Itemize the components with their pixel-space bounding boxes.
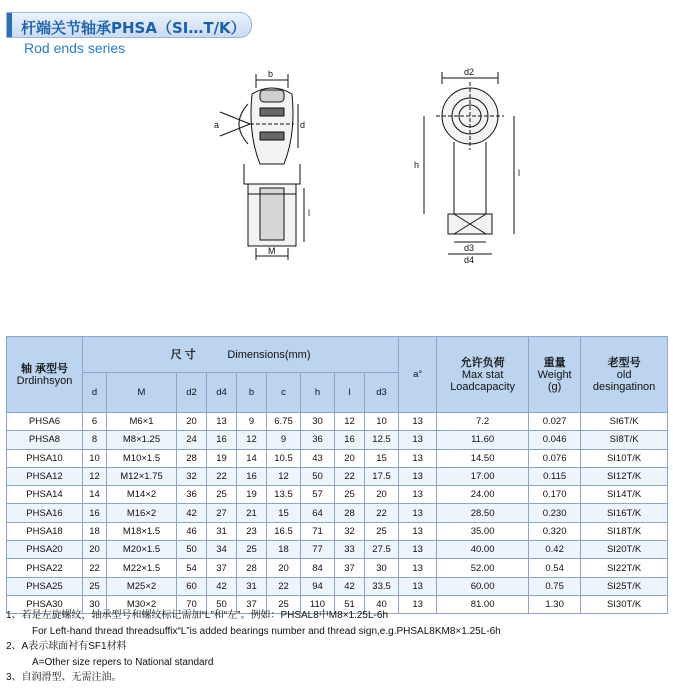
table-cell: 57 [301, 486, 335, 504]
table-cell: 13 [399, 467, 437, 485]
table-cell: 77 [301, 541, 335, 559]
table-row [7, 577, 668, 595]
table-cell: SI12T/K [581, 467, 668, 485]
table-row [7, 467, 668, 485]
table-cell: 25 [267, 595, 301, 613]
table-cell: 13 [399, 559, 437, 577]
header-dim-en: Dimensions(mm) [227, 348, 311, 361]
header-dimensions [83, 337, 399, 373]
table-cell: 34 [207, 541, 237, 559]
table-cell: 30 [83, 595, 107, 613]
table-cell: 0.42 [529, 541, 581, 559]
table-cell: 13 [399, 486, 437, 504]
table-cell: M25×2 [107, 577, 177, 595]
note-3: 3、自润滑型、无需注油。 [6, 672, 122, 683]
table-cell: 20 [83, 541, 107, 559]
table-cell: 16 [335, 431, 365, 449]
table-cell: M22×1.5 [107, 559, 177, 577]
table-cell: 24.00 [437, 486, 529, 504]
header-old-en1: old [616, 368, 632, 381]
table-cell: SI6T/K [581, 413, 668, 431]
table-cell: 16 [237, 467, 267, 485]
table-cell: M20×1.5 [107, 541, 177, 559]
table-cell: 0.320 [529, 522, 581, 540]
note-2: 2、A表示球面衬有SF1材料 [6, 641, 127, 652]
table-cell: PHSA14 [7, 486, 83, 504]
table-cell: 13 [399, 577, 437, 595]
table-cell: 28 [177, 449, 207, 467]
table-cell: 20 [267, 559, 301, 577]
table-cell: 16 [83, 504, 107, 522]
table-cell: 36 [301, 431, 335, 449]
table-cell: 12 [237, 431, 267, 449]
table-cell: 25 [237, 541, 267, 559]
table-cell: 14.50 [437, 449, 529, 467]
table-cell: 14 [237, 449, 267, 467]
table-cell: 35.00 [437, 522, 529, 540]
page-title: 杆端关节轴承PHSA（SI…T/K） [21, 19, 246, 37]
header-weight-en2: (g) [547, 380, 562, 393]
header-model-en: Drdinhsyon [16, 374, 73, 387]
header-weight [529, 337, 581, 413]
table-cell: 54 [177, 559, 207, 577]
table-cell: PHSA16 [7, 504, 83, 522]
table-cell: 84 [301, 559, 335, 577]
table-cell: 13 [399, 595, 437, 613]
table-cell: 33.5 [365, 577, 399, 595]
label-d2: d2 [464, 67, 475, 77]
table-cell: 42 [177, 504, 207, 522]
header-weight-cn: 重量 [543, 356, 566, 369]
table-cell: 16.5 [267, 522, 301, 540]
subheader-0: d [83, 373, 107, 413]
table-cell: 22 [207, 467, 237, 485]
drawing-front-view [410, 64, 530, 264]
table-body [7, 413, 668, 614]
table-cell: 46 [177, 522, 207, 540]
table-cell: 0.54 [529, 559, 581, 577]
subheader-4: b [237, 373, 267, 413]
table-cell: 51 [335, 595, 365, 613]
label-h: h [414, 160, 420, 170]
table-cell: 31 [237, 577, 267, 595]
header-load-cn: 允许负荷 [460, 356, 505, 369]
table-cell: 16 [207, 431, 237, 449]
table-cell: 12 [267, 467, 301, 485]
table-cell: 30 [301, 413, 335, 431]
table-row [7, 449, 668, 467]
table-cell: 50 [301, 467, 335, 485]
table-cell: 13 [399, 504, 437, 522]
table-cell: 64 [301, 504, 335, 522]
table-cell: 25 [83, 577, 107, 595]
table-cell: 13 [399, 413, 437, 431]
label-d4: d4 [464, 255, 475, 264]
table-cell: 7.2 [437, 413, 529, 431]
table-cell: PHSA25 [7, 577, 83, 595]
table-cell: 15 [365, 449, 399, 467]
table-cell: PHSA10 [7, 449, 83, 467]
table-cell: SI20T/K [581, 541, 668, 559]
label-a: a [214, 120, 220, 130]
table-cell: 81.00 [437, 595, 529, 613]
note-1: 1、若是左旋螺纹，轴承型号和螺纹标记需加“L”和“左”。例如：PHSAL8中M8×1.25L-6h [6, 610, 389, 621]
table-cell: 13 [399, 449, 437, 467]
subheader-6: h [301, 373, 335, 413]
table-cell: 0.75 [529, 577, 581, 595]
table-cell: 28.50 [437, 504, 529, 522]
table-cell: 37 [207, 559, 237, 577]
header-old-en2: desingatinon [592, 380, 656, 393]
label-d: d [300, 120, 306, 130]
table-cell: SI25T/K [581, 577, 668, 595]
table-cell: SI14T/K [581, 486, 668, 504]
table-cell: 13 [399, 522, 437, 540]
table-cell: 13 [399, 541, 437, 559]
table-cell: 12 [335, 413, 365, 431]
table-cell: 28 [335, 504, 365, 522]
table-cell: 36 [177, 486, 207, 504]
label-d3: d3 [464, 243, 475, 253]
header-load [437, 337, 529, 413]
subheader-7: l [335, 373, 365, 413]
table-cell: 11.60 [437, 431, 529, 449]
table-cell: 22 [83, 559, 107, 577]
table-cell: 27.5 [365, 541, 399, 559]
table-cell: 17.00 [437, 467, 529, 485]
title-accent [7, 13, 12, 37]
table-cell: 13.5 [267, 486, 301, 504]
table-cell: SI8T/K [581, 431, 668, 449]
table-cell: 25 [365, 522, 399, 540]
table-cell: 32 [177, 467, 207, 485]
subheader-5: c [267, 373, 301, 413]
table-cell: 24 [177, 431, 207, 449]
table-cell: 50 [177, 541, 207, 559]
header-load-en2: Loadcapacity [450, 380, 516, 393]
table-cell: 33 [335, 541, 365, 559]
header-old-cn: 老型号 [607, 356, 641, 369]
table-cell: 14 [83, 486, 107, 504]
notes [6, 608, 501, 686]
table-cell: 60.00 [437, 577, 529, 595]
table-cell: M18×1.5 [107, 522, 177, 540]
table-cell: 12.5 [365, 431, 399, 449]
note-1-en: For Left-hand thread threadsuffix“L”is added bearings number and thread sign,e.g.PHSAL8KM8×1.25L-6h [32, 625, 501, 637]
table-cell: 10.5 [267, 449, 301, 467]
table-cell: 19 [237, 486, 267, 504]
table-cell: PHSA6 [7, 413, 83, 431]
table-cell: PHSA12 [7, 467, 83, 485]
table-cell: 30 [365, 559, 399, 577]
subheader-1: M [107, 373, 177, 413]
table-cell: PHSA30 [7, 595, 83, 613]
table-cell: 17.5 [365, 467, 399, 485]
table-cell: 52.00 [437, 559, 529, 577]
table-cell: SI30T/K [581, 595, 668, 613]
table-cell: 12 [83, 467, 107, 485]
header-dim-cn: 尺 寸 [170, 348, 196, 361]
table-cell: 22 [335, 467, 365, 485]
label-M: M [268, 246, 276, 256]
table-cell: 43 [301, 449, 335, 467]
table-cell: PHSA22 [7, 559, 83, 577]
table-cell: 20 [365, 486, 399, 504]
note-2-en: A=Other size repers to National standard [32, 656, 214, 668]
table-cell: 20 [335, 449, 365, 467]
table-cell: 22 [365, 504, 399, 522]
table-cell: SI10T/K [581, 449, 668, 467]
table-cell: 37 [335, 559, 365, 577]
table-cell: 22 [267, 577, 301, 595]
table-cell: 40 [365, 595, 399, 613]
table-cell: 9 [237, 413, 267, 431]
table-cell: 28 [237, 559, 267, 577]
table-row [7, 413, 668, 431]
table-cell: 0.115 [529, 467, 581, 485]
header-model [7, 337, 83, 413]
table-cell: 0.230 [529, 504, 581, 522]
table-cell: 60 [177, 577, 207, 595]
header-old-model [581, 337, 668, 413]
label-l: l [308, 208, 310, 218]
table-cell: M30×2 [107, 595, 177, 613]
title-bar [6, 12, 252, 38]
table-row [7, 541, 668, 559]
table-cell: 25 [335, 486, 365, 504]
table-cell: 23 [237, 522, 267, 540]
label-b: b [268, 69, 274, 79]
table-cell: 37 [237, 595, 267, 613]
table-cell: 10 [83, 449, 107, 467]
table-cell: 10 [365, 413, 399, 431]
table-cell: SI22T/K [581, 559, 668, 577]
label-l-right: l [518, 168, 520, 178]
table-cell: 50 [207, 595, 237, 613]
table-cell: 71 [301, 522, 335, 540]
table-cell: PHSA18 [7, 522, 83, 540]
page-subtitle: Rod ends series [24, 40, 126, 56]
header-weight-en1: Weight [537, 368, 572, 381]
table-cell: 42 [207, 577, 237, 595]
subheader-2: d2 [177, 373, 207, 413]
table-cell: 1.30 [529, 595, 581, 613]
table-row [7, 559, 668, 577]
header-model-cn: 轴 承型号 [20, 362, 69, 375]
table-cell: M12×1.75 [107, 467, 177, 485]
table-cell: 27 [207, 504, 237, 522]
table-row [7, 504, 668, 522]
table-cell: 110 [301, 595, 335, 613]
header-load-en1: Max stat [461, 368, 504, 381]
table-cell: 32 [335, 522, 365, 540]
table-cell: 9 [267, 431, 301, 449]
table-cell: 21 [237, 504, 267, 522]
subheader-3: d4 [207, 373, 237, 413]
table-cell: 70 [177, 595, 207, 613]
table-cell: 8 [83, 431, 107, 449]
table-cell: 31 [207, 522, 237, 540]
table-row [7, 522, 668, 540]
table-row [7, 431, 668, 449]
table-cell: 6 [83, 413, 107, 431]
table-cell: 25 [207, 486, 237, 504]
table-cell: 6.75 [267, 413, 301, 431]
subheader-8: d3 [365, 373, 399, 413]
table-cell: 18 [83, 522, 107, 540]
table-cell: 18 [267, 541, 301, 559]
table-cell: M8×1.25 [107, 431, 177, 449]
table-cell: 0.076 [529, 449, 581, 467]
table-cell: M6×1 [107, 413, 177, 431]
spec-table [6, 336, 668, 614]
table-cell: 19 [207, 449, 237, 467]
table-cell: PHSA8 [7, 431, 83, 449]
table-cell: M16×2 [107, 504, 177, 522]
table-row [7, 486, 668, 504]
table-cell: M10×1.5 [107, 449, 177, 467]
table-cell: 42 [335, 577, 365, 595]
table-cell: 13 [207, 413, 237, 431]
table-cell: 0.170 [529, 486, 581, 504]
table-cell: 15 [267, 504, 301, 522]
header-angle: a° [399, 337, 437, 413]
table-cell: M14×2 [107, 486, 177, 504]
table-cell: SI16T/K [581, 504, 668, 522]
table-cell: 40.00 [437, 541, 529, 559]
table-cell: 0.027 [529, 413, 581, 431]
table-cell: PHSA20 [7, 541, 83, 559]
table-cell: 20 [177, 413, 207, 431]
table-cell: SI18T/K [581, 522, 668, 540]
table-cell: 13 [399, 431, 437, 449]
table-cell: 94 [301, 577, 335, 595]
table-cell: 0.046 [529, 431, 581, 449]
drawing-side-section [200, 64, 340, 264]
